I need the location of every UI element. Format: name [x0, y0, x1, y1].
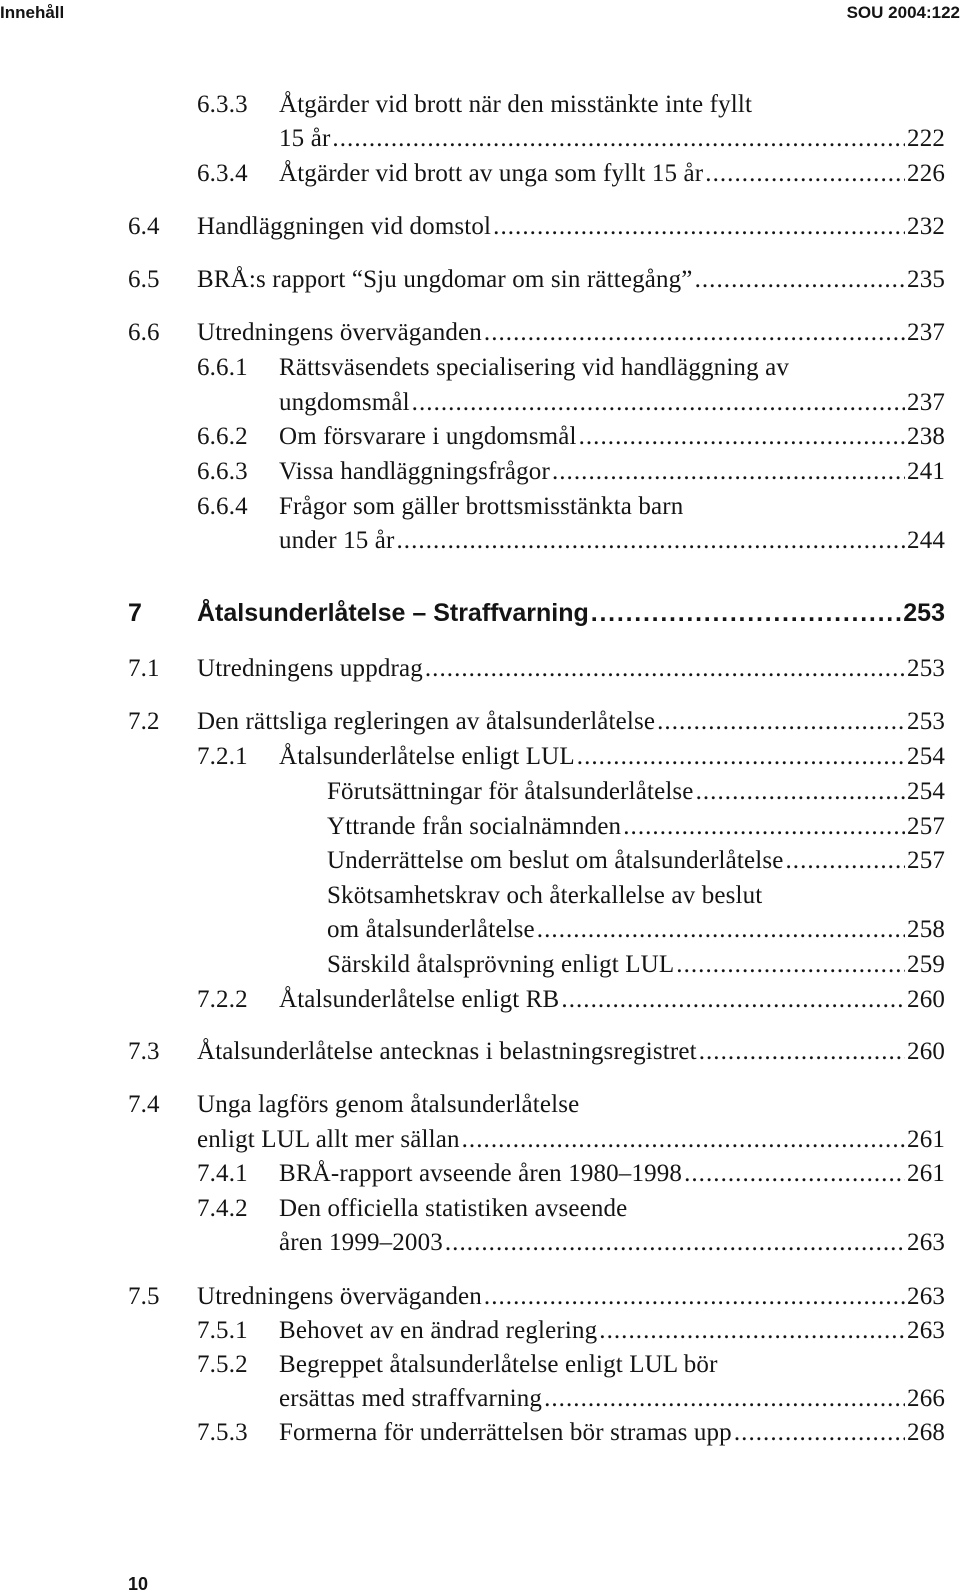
- toc-entry: [0, 810, 945, 844]
- toc-entry: [0, 1280, 945, 1314]
- toc-entry-title: Åtgärder vid brott av unga som fyllt 15 år: [279, 160, 704, 187]
- running-header-section: Innehåll: [0, 3, 65, 22]
- toc-entry-text: [197, 705, 945, 739]
- toc-entry-number: 6.6.2: [197, 423, 248, 450]
- toc-entry: [0, 1382, 945, 1416]
- dot-leader: [696, 775, 905, 809]
- dot-leader: [734, 1416, 905, 1450]
- toc-entry: [0, 1088, 945, 1122]
- dot-leader: [484, 1280, 905, 1314]
- toc-entry-title: Begreppet åtalsunderlåtelse enligt LUL bör: [279, 1351, 718, 1378]
- toc-entry-text: [197, 596, 945, 630]
- toc-entry-page: 237: [907, 389, 945, 416]
- toc-entry-title: om åtalsunderlåtelse: [327, 916, 535, 943]
- toc-entry-title: Åtalsunderlåtelse enligt LUL: [279, 743, 575, 770]
- toc-entry: [0, 948, 945, 982]
- toc-entry-number: 7.5: [128, 1283, 160, 1310]
- dot-leader: [695, 263, 905, 297]
- dot-leader: [484, 316, 905, 350]
- toc-entry-text: [279, 1416, 945, 1450]
- toc-entry-page: 259: [907, 951, 945, 978]
- toc-entry-text: [279, 740, 945, 774]
- toc-entry-number: 6.3.4: [197, 160, 248, 187]
- toc-entry-page: 253: [907, 655, 945, 682]
- toc-entry-text: [279, 1226, 945, 1260]
- toc-entry: [0, 913, 945, 947]
- dot-leader: [445, 1226, 905, 1260]
- toc-entry: [0, 844, 945, 878]
- toc-entry-title: Yttrande från socialnämnden: [327, 813, 622, 840]
- toc-entry-text: [197, 263, 945, 297]
- toc-entry: [0, 316, 945, 350]
- toc-entry: [0, 1226, 945, 1260]
- toc-entry-text: [197, 1123, 945, 1157]
- toc-entry-text: [279, 157, 945, 191]
- dot-leader: [699, 1035, 905, 1069]
- toc-entry-title: Handläggningen vid domstol: [197, 213, 492, 240]
- toc-entry-title: Åtalsunderlåtelse enligt RB: [279, 986, 560, 1013]
- toc-entry-page: 254: [907, 778, 945, 805]
- toc-entry: [0, 1123, 945, 1157]
- toc-entry: [0, 88, 945, 122]
- toc-entry: [0, 490, 945, 524]
- toc-entry: [0, 351, 945, 385]
- toc-entry-text: [197, 1280, 945, 1314]
- dot-leader: [591, 596, 901, 630]
- toc-entry: [0, 740, 945, 774]
- toc-entry: [0, 1157, 945, 1191]
- toc-entry-title: Unga lagförs genom åtalsunderlåtelse: [197, 1091, 580, 1118]
- toc-entry-text: [197, 316, 945, 350]
- toc-entry-text: [197, 652, 945, 686]
- toc-entry-title: Utredningens uppdrag: [197, 655, 423, 682]
- dot-leader: [552, 455, 905, 489]
- dot-leader: [599, 1314, 905, 1348]
- toc-entry-page: 261: [907, 1160, 945, 1187]
- toc-entry-page: 241: [907, 458, 945, 485]
- toc-entry-text: [279, 1157, 945, 1191]
- toc-entry-text: [327, 775, 945, 809]
- toc-entry: [0, 879, 945, 913]
- toc-entry-title: Vissa handläggningsfrågor: [279, 458, 550, 485]
- toc-entry-number: 6.5: [128, 266, 160, 293]
- toc-entry-page: 237: [907, 319, 945, 346]
- toc-entry: [0, 263, 945, 297]
- toc-entry-title: Skötsamhetskrav och återkallelse av beslut: [327, 882, 763, 909]
- toc-entry: [0, 210, 945, 244]
- dot-leader: [623, 810, 905, 844]
- dot-leader: [493, 210, 905, 244]
- dot-leader: [676, 948, 905, 982]
- toc-entry: [0, 157, 945, 191]
- toc-entry-text: [279, 1382, 945, 1416]
- toc-entry-title: Särskild åtalsprövning enligt LUL: [327, 951, 675, 978]
- toc-entry-page: 235: [907, 266, 945, 293]
- dot-leader: [412, 386, 905, 420]
- toc-entry-number: 7.5.3: [197, 1419, 248, 1446]
- toc-entry-title: enligt LUL allt mer sällan: [197, 1126, 460, 1153]
- toc-entry-text: [327, 810, 945, 844]
- toc-entry-text: [327, 948, 945, 982]
- toc-entry: [0, 1035, 945, 1069]
- toc-entry-text: [279, 122, 945, 156]
- toc-entry-number: 6.6.4: [197, 493, 248, 520]
- toc-entry-page: 268: [907, 1419, 945, 1446]
- toc-entry-text: [197, 1035, 945, 1069]
- toc-entry-title: Frågor som gäller brottsmisstänkta barn: [279, 493, 684, 520]
- toc-entry-title: Den rättsliga regleringen av åtalsunderlåtelse: [197, 708, 656, 735]
- toc-entry: [0, 775, 945, 809]
- dot-leader: [425, 652, 905, 686]
- toc-entry-page: 244: [907, 527, 945, 554]
- toc-entry-number: 6.6: [128, 319, 160, 346]
- toc-entry-page: 263: [907, 1229, 945, 1256]
- toc-entry-text: [327, 913, 945, 947]
- toc-entry-text: [279, 983, 945, 1017]
- toc-entry-title: åren 1999–2003: [279, 1229, 443, 1256]
- toc-entry-number: 7.4.1: [197, 1160, 248, 1187]
- dot-leader: [579, 420, 905, 454]
- toc-entry: [0, 386, 945, 420]
- toc-entry-page: 266: [907, 1385, 945, 1412]
- toc-entry-page: 253: [903, 599, 945, 627]
- toc-entry-title: Den officiella statistiken avseende: [279, 1195, 628, 1222]
- toc-entry-number: 7.2.1: [197, 743, 248, 770]
- toc-entry-page: 232: [907, 213, 945, 240]
- toc-entry-title: BRÅ:s rapport “Sju ungdomar om sin rättegång”: [197, 266, 693, 293]
- toc-entry: [0, 983, 945, 1017]
- toc-entry-page: 261: [907, 1126, 945, 1153]
- toc-entry-number: 7.3: [128, 1038, 160, 1065]
- toc-entry-title: Formerna för underrättelsen bör stramas upp: [279, 1419, 732, 1446]
- toc-entry-number: 7.1: [128, 655, 160, 682]
- toc-entry-page: 257: [907, 847, 945, 874]
- dot-leader: [462, 1123, 905, 1157]
- toc-entry-page: 260: [907, 986, 945, 1013]
- toc-entry: [0, 1192, 945, 1226]
- toc-entry-text: [279, 455, 945, 489]
- dot-leader: [577, 740, 905, 774]
- toc-entry-number: 6.6.3: [197, 458, 248, 485]
- toc-entry-page: 263: [907, 1317, 945, 1344]
- toc-chapter-entry: [0, 596, 945, 630]
- dot-leader: [537, 913, 905, 947]
- toc-entry-number: 7: [128, 599, 142, 627]
- dot-leader: [544, 1382, 905, 1416]
- toc-entry-page: 222: [907, 125, 945, 152]
- toc-entry-number: 7.5.1: [197, 1317, 248, 1344]
- dot-leader: [657, 705, 905, 739]
- toc-entry-number: 6.4: [128, 213, 160, 240]
- toc-entry-title: Utredningens överväganden: [197, 1283, 482, 1310]
- toc-entry-page: 260: [907, 1038, 945, 1065]
- toc-entry-number: 7.5.2: [197, 1351, 248, 1378]
- dot-leader: [684, 1157, 905, 1191]
- toc-entry-title: Utredningens överväganden: [197, 319, 482, 346]
- toc-entry-title: ungdomsmål: [279, 389, 410, 416]
- toc-entry-number: 7.2: [128, 708, 160, 735]
- toc-entry-page: 258: [907, 916, 945, 943]
- toc-entry-title: Åtgärder vid brott när den misstänkte inte fyllt: [279, 91, 753, 118]
- toc-entry-title: 15 år: [279, 125, 331, 152]
- dot-leader: [332, 122, 905, 156]
- toc-entry-title: Underrättelse om beslut om åtalsunderlåtelse: [327, 847, 784, 874]
- toc-entry: [0, 652, 945, 686]
- toc-entry-title: Åtalsunderlåtelse antecknas i belastningsregistret: [197, 1038, 697, 1065]
- toc-entry-page: 263: [907, 1283, 945, 1310]
- toc-entry-text: [327, 844, 945, 878]
- toc-entry-text: [279, 1314, 945, 1348]
- toc-entry-page: 238: [907, 423, 945, 450]
- toc-entry-title: Rättsväsendets specialisering vid handläggning av: [279, 354, 790, 381]
- toc-entry-page: 226: [907, 160, 945, 187]
- toc-entry-page: 254: [907, 743, 945, 770]
- toc-entry-title: ersättas med straffvarning: [279, 1385, 543, 1412]
- toc-entry: [0, 420, 945, 454]
- toc-entry-title: under 15 år: [279, 527, 395, 554]
- toc-entry-text: [279, 524, 945, 558]
- toc-entry-number: 6.3.3: [197, 91, 248, 118]
- toc-entry-number: 7.4.2: [197, 1195, 248, 1222]
- toc-entry-page: 253: [907, 708, 945, 735]
- toc-entry-number: 7.4: [128, 1091, 160, 1118]
- toc-entry: [0, 705, 945, 739]
- toc-entry: [0, 1348, 945, 1382]
- toc-entry-number: 6.6.1: [197, 354, 248, 381]
- toc-entry-title: Åtalsunderlåtelse – Straffvarning: [197, 599, 589, 627]
- toc-entry: [0, 1314, 945, 1348]
- toc-entry-text: [279, 386, 945, 420]
- toc-entry: [0, 1416, 945, 1450]
- toc-entry: [0, 524, 945, 558]
- toc-entry-page: 257: [907, 813, 945, 840]
- toc-entry-title: BRÅ-rapport avseende åren 1980–1998: [279, 1160, 683, 1187]
- toc-entry-title: Om försvarare i ungdomsmål: [279, 423, 577, 450]
- dot-leader: [397, 524, 906, 558]
- dot-leader: [785, 844, 905, 878]
- dot-leader: [561, 983, 905, 1017]
- toc-entry-title: Behovet av en ändrad reglering: [279, 1317, 598, 1344]
- toc-entry: [0, 455, 945, 489]
- dot-leader: [705, 157, 905, 191]
- toc-entry: [0, 122, 945, 156]
- toc-entry-title: Förutsättningar för åtalsunderlåtelse: [327, 778, 694, 805]
- running-header-document-id: SOU 2004:122: [846, 3, 960, 22]
- page-number: 10: [128, 1574, 149, 1594]
- toc-entry-text: [197, 210, 945, 244]
- toc-entry-number: 7.2.2: [197, 986, 248, 1013]
- toc-entry-text: [279, 420, 945, 454]
